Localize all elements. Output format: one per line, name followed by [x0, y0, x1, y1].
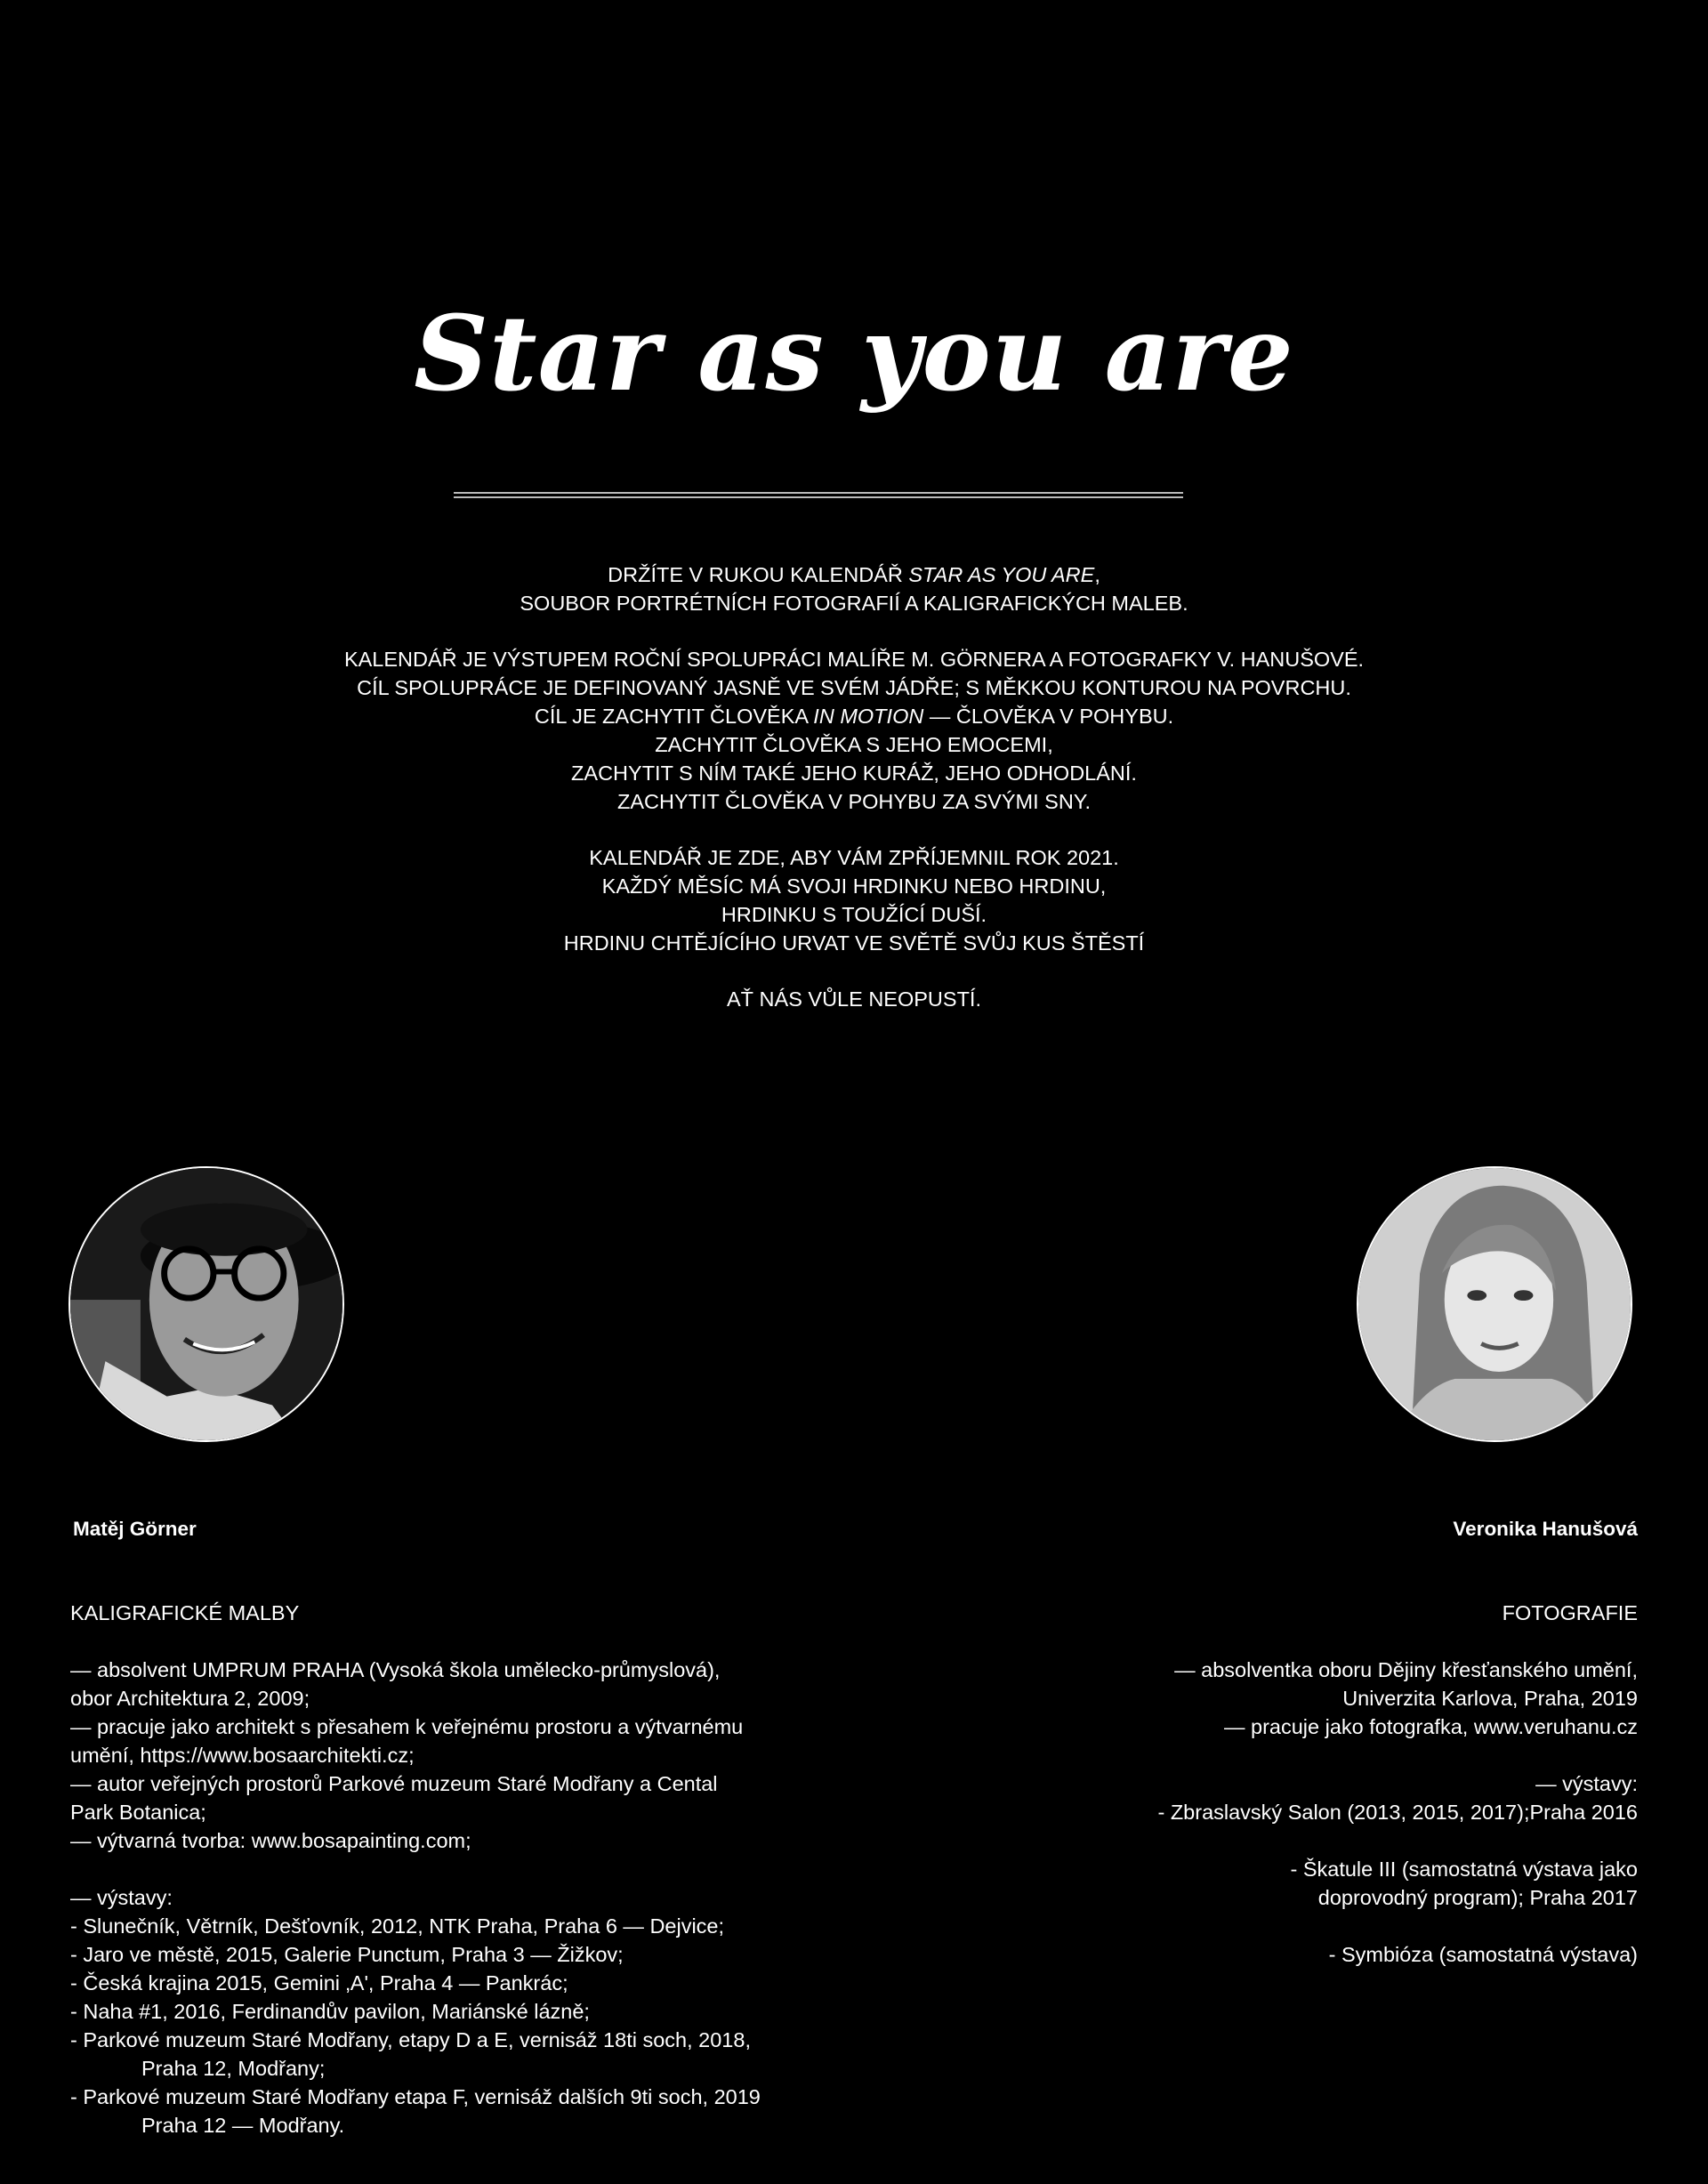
exhibitions-label: — výstavy: — [1535, 1772, 1638, 1795]
intro-line: KALENDÁŘ JE ZDE, ABY VÁM ZPŘÍJEMNIL ROK 2021. — [589, 846, 1119, 869]
intro-text — [0, 560, 1708, 1013]
bio-line: umění, https://www.bosaarchitekti.cz; — [70, 1744, 415, 1767]
exhibitions-label: — výstavy: — [70, 1886, 173, 1909]
intro-line: KALENDÁŘ JE VÝSTUPEM ROČNÍ SPOLUPRÁCI MALÍŘE M. GÖRNERA A FOTOGRAFKY V. HANUŠOVÉ. — [343, 648, 1365, 671]
exhibition-line: - Naha #1, 2016, Ferdinandův pavilon, Mariánské lázně; — [70, 2000, 590, 2023]
artist-name-right: Veronika Hanušová — [1453, 1518, 1638, 1540]
role-label: KALIGRAFICKÉ MALBY — [70, 1601, 300, 1624]
bio-line: obor Architektura 2, 2009; — [70, 1687, 310, 1710]
exhibition-line: - Škatule III (samostatná výstava jako — [1290, 1858, 1638, 1881]
intro-line: SOUBOR PORTRÉTNÍCH FOTOGRAFIÍ A KALIGRAFICKÝCH MALEB. — [520, 592, 1188, 615]
exhibition-line: - Jaro ve městě, 2015, Galerie Punctum, Praha 3 — Žižkov; — [70, 1943, 624, 1966]
exhibition-line: - Parkové muzeum Staré Modřany, etapy D a E, vernisáž 18ti soch, 2018, — [70, 2028, 751, 2051]
bio-line: — autor veřejných prostorů Parkové muzeum Staré Modřany a Cental — [70, 1772, 718, 1795]
exhibition-line: Praha 12 — Modřany. — [141, 2114, 345, 2137]
intro-line: KAŽDÝ MĚSÍC MÁ SVOJI HRDINKU NEBO HRDINU, — [601, 874, 1107, 898]
bio-line: — absolventka oboru Dějiny křesťanského umění, — [1174, 1658, 1638, 1681]
exhibition-line: - Česká krajina 2015, Gemini ‚A', Praha 4 — Pankrác; — [70, 1971, 568, 1995]
portrait-veronika-hanusova — [1357, 1166, 1632, 1442]
bio-column-left — [70, 1599, 844, 2140]
title-divider — [454, 492, 1183, 498]
intro-line: DRŽÍTE V RUKOU KALENDÁŘ STAR AS YOU ARE, — [608, 563, 1100, 586]
exhibition-line: - Parkové muzeum Staré Modřany etapa F, vernisáž dalších 9ti soch, 2019 — [70, 2085, 761, 2108]
intro-line: HRDINKU S TOUŽÍCÍ DUŠÍ. — [721, 903, 987, 926]
exhibition-line: Praha 12, Modřany; — [141, 2057, 326, 2080]
bio-line: — pracuje jako architekt s přesahem k veřejnému prostoru a výtvarnému — [70, 1715, 744, 1738]
intro-line: HRDINU CHTĚJÍCÍHO URVAT VE SVĚTĚ SVŮJ KUS ŠTĚSTÍ — [563, 931, 1145, 955]
role-label: FOTOGRAFIE — [1502, 1601, 1638, 1624]
intro-line: ZACHYTIT S NÍM TAKÉ JEHO KURÁŽ, JEHO ODHODLÁNÍ. — [571, 762, 1137, 785]
artist-name-left: Matěj Görner — [73, 1518, 197, 1540]
bio-line: Univerzita Karlova, Praha, 2019 — [1342, 1687, 1638, 1710]
bio-line: — absolvent UMPRUM PRAHA (Vysoká škola umělecko-průmyslová), — [70, 1658, 721, 1681]
intro-line: AŤ NÁS VŮLE NEOPUSTÍ. — [727, 987, 981, 1011]
page-title: Star as you are — [414, 294, 1294, 415]
exhibition-line: - Zbraslavský Salon (2013, 2015, 2017);Praha 2016 — [1157, 1801, 1638, 1824]
exhibition-line: - Slunečník, Větrník, Dešťovník, 2012, NTK Praha, Praha 6 — Dejvice; — [70, 1914, 725, 1938]
intro-line: ZACHYTIT ČLOVĚKA S JEHO EMOCEMI, — [655, 733, 1053, 756]
portrait-matej-gorner — [68, 1166, 344, 1442]
exhibition-line: - Symbióza (samostatná výstava) — [1328, 1943, 1638, 1966]
intro-line: ZACHYTIT ČLOVĚKA V POHYBU ZA SVÝMI SNY. — [617, 790, 1091, 813]
bio-line: Park Botanica; — [70, 1801, 206, 1824]
bio-line: — pracuje jako fotografka, www.veruhanu.cz — [1223, 1715, 1638, 1738]
bio-line: — výtvarná tvorba: www.bosapainting.com; — [70, 1829, 471, 1852]
intro-line: CÍL SPOLUPRÁCE JE DEFINOVANÝ JASNĚ VE SVÉM JÁDŘE; S MĚKKOU KONTUROU NA POVRCHU. — [357, 676, 1351, 699]
intro-line: CÍL JE ZACHYTIT ČLOVĚKA IN MOTION — ČLOVĚKA V POHYBU. — [534, 705, 1174, 728]
exhibition-line: doprovodný program); Praha 2017 — [1317, 1886, 1638, 1909]
bio-column-right — [1015, 1599, 1638, 1969]
